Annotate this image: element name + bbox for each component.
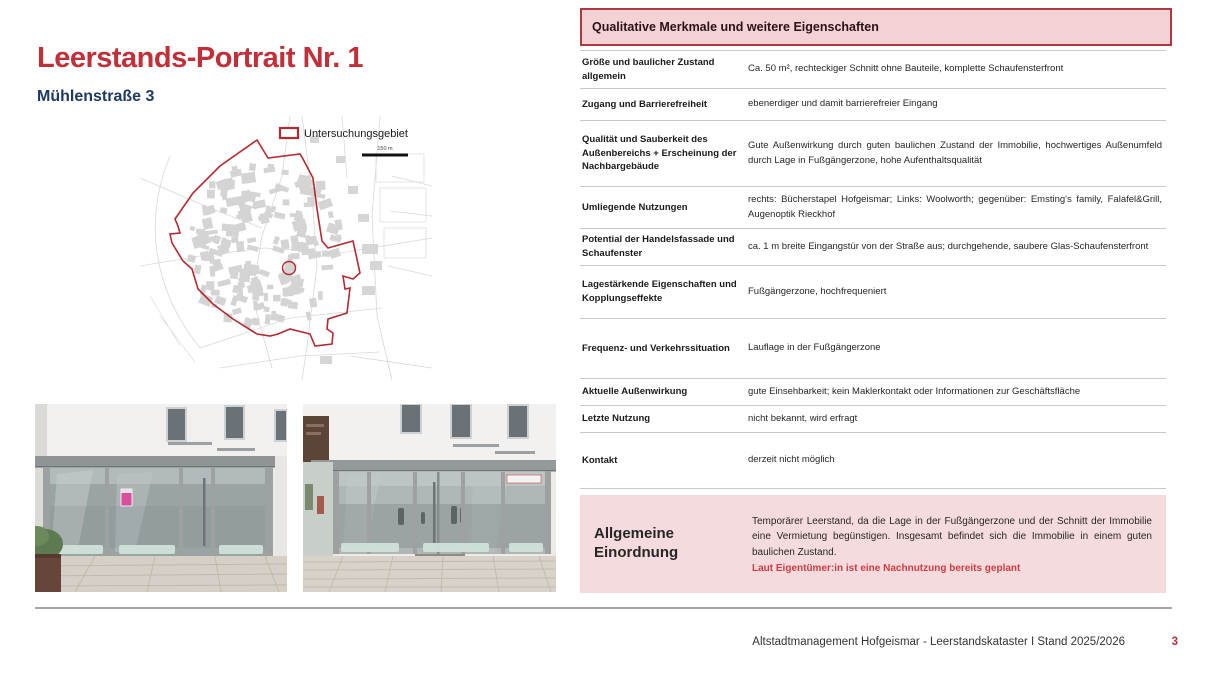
photo-storefront-left xyxy=(35,404,287,592)
table-row xyxy=(580,51,1166,89)
neighbor-sign xyxy=(303,416,329,462)
photo-storefront-left-graphic xyxy=(35,404,287,592)
row-value: ebenerdiger und damit barrierefreier Eingang xyxy=(748,98,938,110)
kick-plates xyxy=(341,543,543,552)
photo-storefront-right-graphic xyxy=(303,404,556,592)
row-label: Zugang und Barrierefreiheit xyxy=(582,98,708,110)
table-row xyxy=(580,379,1166,406)
footer-divider xyxy=(35,607,1172,609)
table-row xyxy=(580,89,1166,121)
door-handle xyxy=(433,482,436,544)
table-rows xyxy=(580,50,1166,489)
row-label: Frequenz- und Verkehrssituation xyxy=(582,342,730,354)
window-sign xyxy=(507,475,541,483)
planter xyxy=(35,554,61,592)
city-map xyxy=(140,116,432,380)
row-value: derzeit nicht möglich xyxy=(748,454,835,466)
row-label: Qualität und Sauberkeit des Außenbereichs + Erscheinung der Nachbargebäude xyxy=(582,133,737,173)
row-label: Letzte Nutzung xyxy=(582,413,651,425)
summary-text: Temporärer Leerstand, da die Lage in der Fußgängerzone und der Schnitt der Immobilie eine Vermietung begünstigen. Insgesamt befindet sich die Immobilie in einem guten baulichen Zustand. xyxy=(752,515,1152,558)
row-value: Ca. 50 m², rechteckiger Schnitt ohne Bauteile, komplette Schaufensterfront xyxy=(748,63,1064,75)
row-label: Aktuelle Außenwirkung xyxy=(582,386,688,398)
table-row xyxy=(580,406,1166,433)
door-handle xyxy=(203,478,206,546)
page-number: 3 xyxy=(1171,636,1178,648)
row-label: Potential der Handelsfassade und Schaufenster xyxy=(582,234,735,259)
table-row xyxy=(580,121,1166,187)
photo-storefront-right xyxy=(303,404,556,592)
row-value: rechts: Bücherstapel Hofgeismar; Links: Woolworth; gegenüber: Emsting's family, Falafel&Grill, Augenoptik Rieckhof xyxy=(748,194,1162,220)
summary-highlight: Laut Eigentümer:in ist eine Nachnutzung bereits geplant xyxy=(752,563,1021,575)
scale-label: 150 m xyxy=(377,146,393,152)
row-label: Lagestärkende Eigenschaften und Kopplungseffekte xyxy=(582,279,737,304)
legend-swatch xyxy=(280,128,298,138)
row-value: Lauflage in der Fußgängerzone xyxy=(748,342,881,354)
row-value: Fußgängerzone, hochfrequeniert xyxy=(748,285,887,297)
page-subtitle: Mühlenstraße 3 xyxy=(37,88,155,105)
table-row xyxy=(580,433,1166,489)
kick-plates xyxy=(51,545,263,554)
table-row xyxy=(580,187,1166,229)
table-row xyxy=(580,266,1166,319)
summary-label: Allgemeine Einordnung xyxy=(594,525,679,561)
row-label: Umliegende Nutzungen xyxy=(582,201,688,213)
row-label: Größe und baulicher Zustand allgemein xyxy=(582,56,715,82)
table-row xyxy=(580,229,1166,266)
summary-box xyxy=(580,495,1166,593)
footer-text: Altstadtmanagement Hofgeismar - Leerstandskataster I Stand 2025/2026 xyxy=(752,636,1125,648)
row-value: Gute Außenwirkung durch guten baulichen Zustand der Immobilie, hochwertiges Außenumfeld durch Lage in Fußgängerzone, hohe Aufenthaltsqualität xyxy=(748,140,1162,166)
table-header: Qualitative Merkmale und weitere Eigenschaften xyxy=(580,8,1172,46)
table-row xyxy=(580,319,1166,379)
map-buildings xyxy=(187,163,343,329)
row-value: ca. 1 m breite Eingangstür von der Straße aus; durchgehende, saubere Glas-Schaufensterfront xyxy=(748,240,1149,252)
upper-windows xyxy=(401,404,528,438)
qualitative-table xyxy=(580,8,1172,593)
city-map-graphic xyxy=(140,116,432,380)
legend-label: Untersuchungsgebiet xyxy=(304,128,408,140)
row-value: gute Einsehbarkeit; kein Maklerkontakt oder Informationen zur Geschäftsfläche xyxy=(748,385,1081,397)
row-label: Kontakt xyxy=(582,454,618,466)
page-title: Leerstands-Portrait Nr. 1 xyxy=(37,42,363,74)
row-value: nicht bekannt, wird erfragt xyxy=(748,412,858,424)
